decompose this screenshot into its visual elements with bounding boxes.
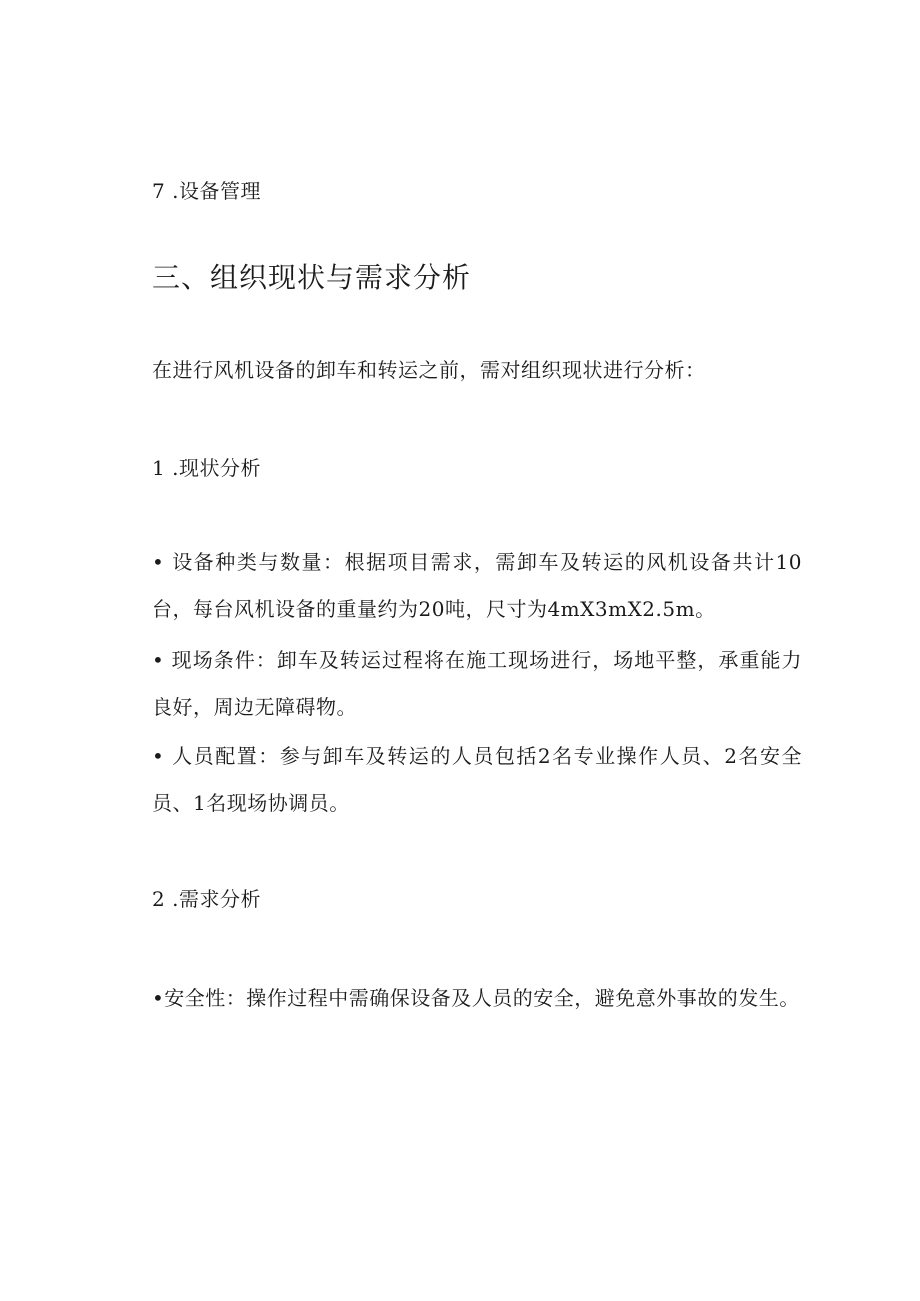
bullet-equipment-type-quantity: • 设备种类与数量：根据项目需求，需卸车及转运的风机设备共计10台，每台风机设备的重量约为20吨，尺寸为4mX3mX2.5m。 <box>152 550 802 621</box>
subheading-requirement-analysis: 2 .需求分析 <box>152 887 261 911</box>
intro-paragraph: 在进行风机设备的卸车和转运之前，需对组织现状进行分析： <box>152 358 706 382</box>
list-item-equipment-management: 7 .设备管理 <box>152 179 261 203</box>
subheading-status-analysis: 1 .现状分析 <box>152 456 261 480</box>
bullet-staffing: • 人员配置：参与卸车及转运的人员包括2名专业操作人员、2名安全员、1名现场协调员。 <box>152 744 802 815</box>
bullet-site-conditions: • 现场条件：卸车及转运过程将在施工现场进行，场地平整，承重能力良好，周边无障碍物。 <box>152 648 802 719</box>
bullet-safety: •安全性：操作过程中需确保设备及人员的安全，避免意外事故的发生。 <box>152 986 800 1010</box>
section-heading: 三、组织现状与需求分析 <box>152 261 472 294</box>
